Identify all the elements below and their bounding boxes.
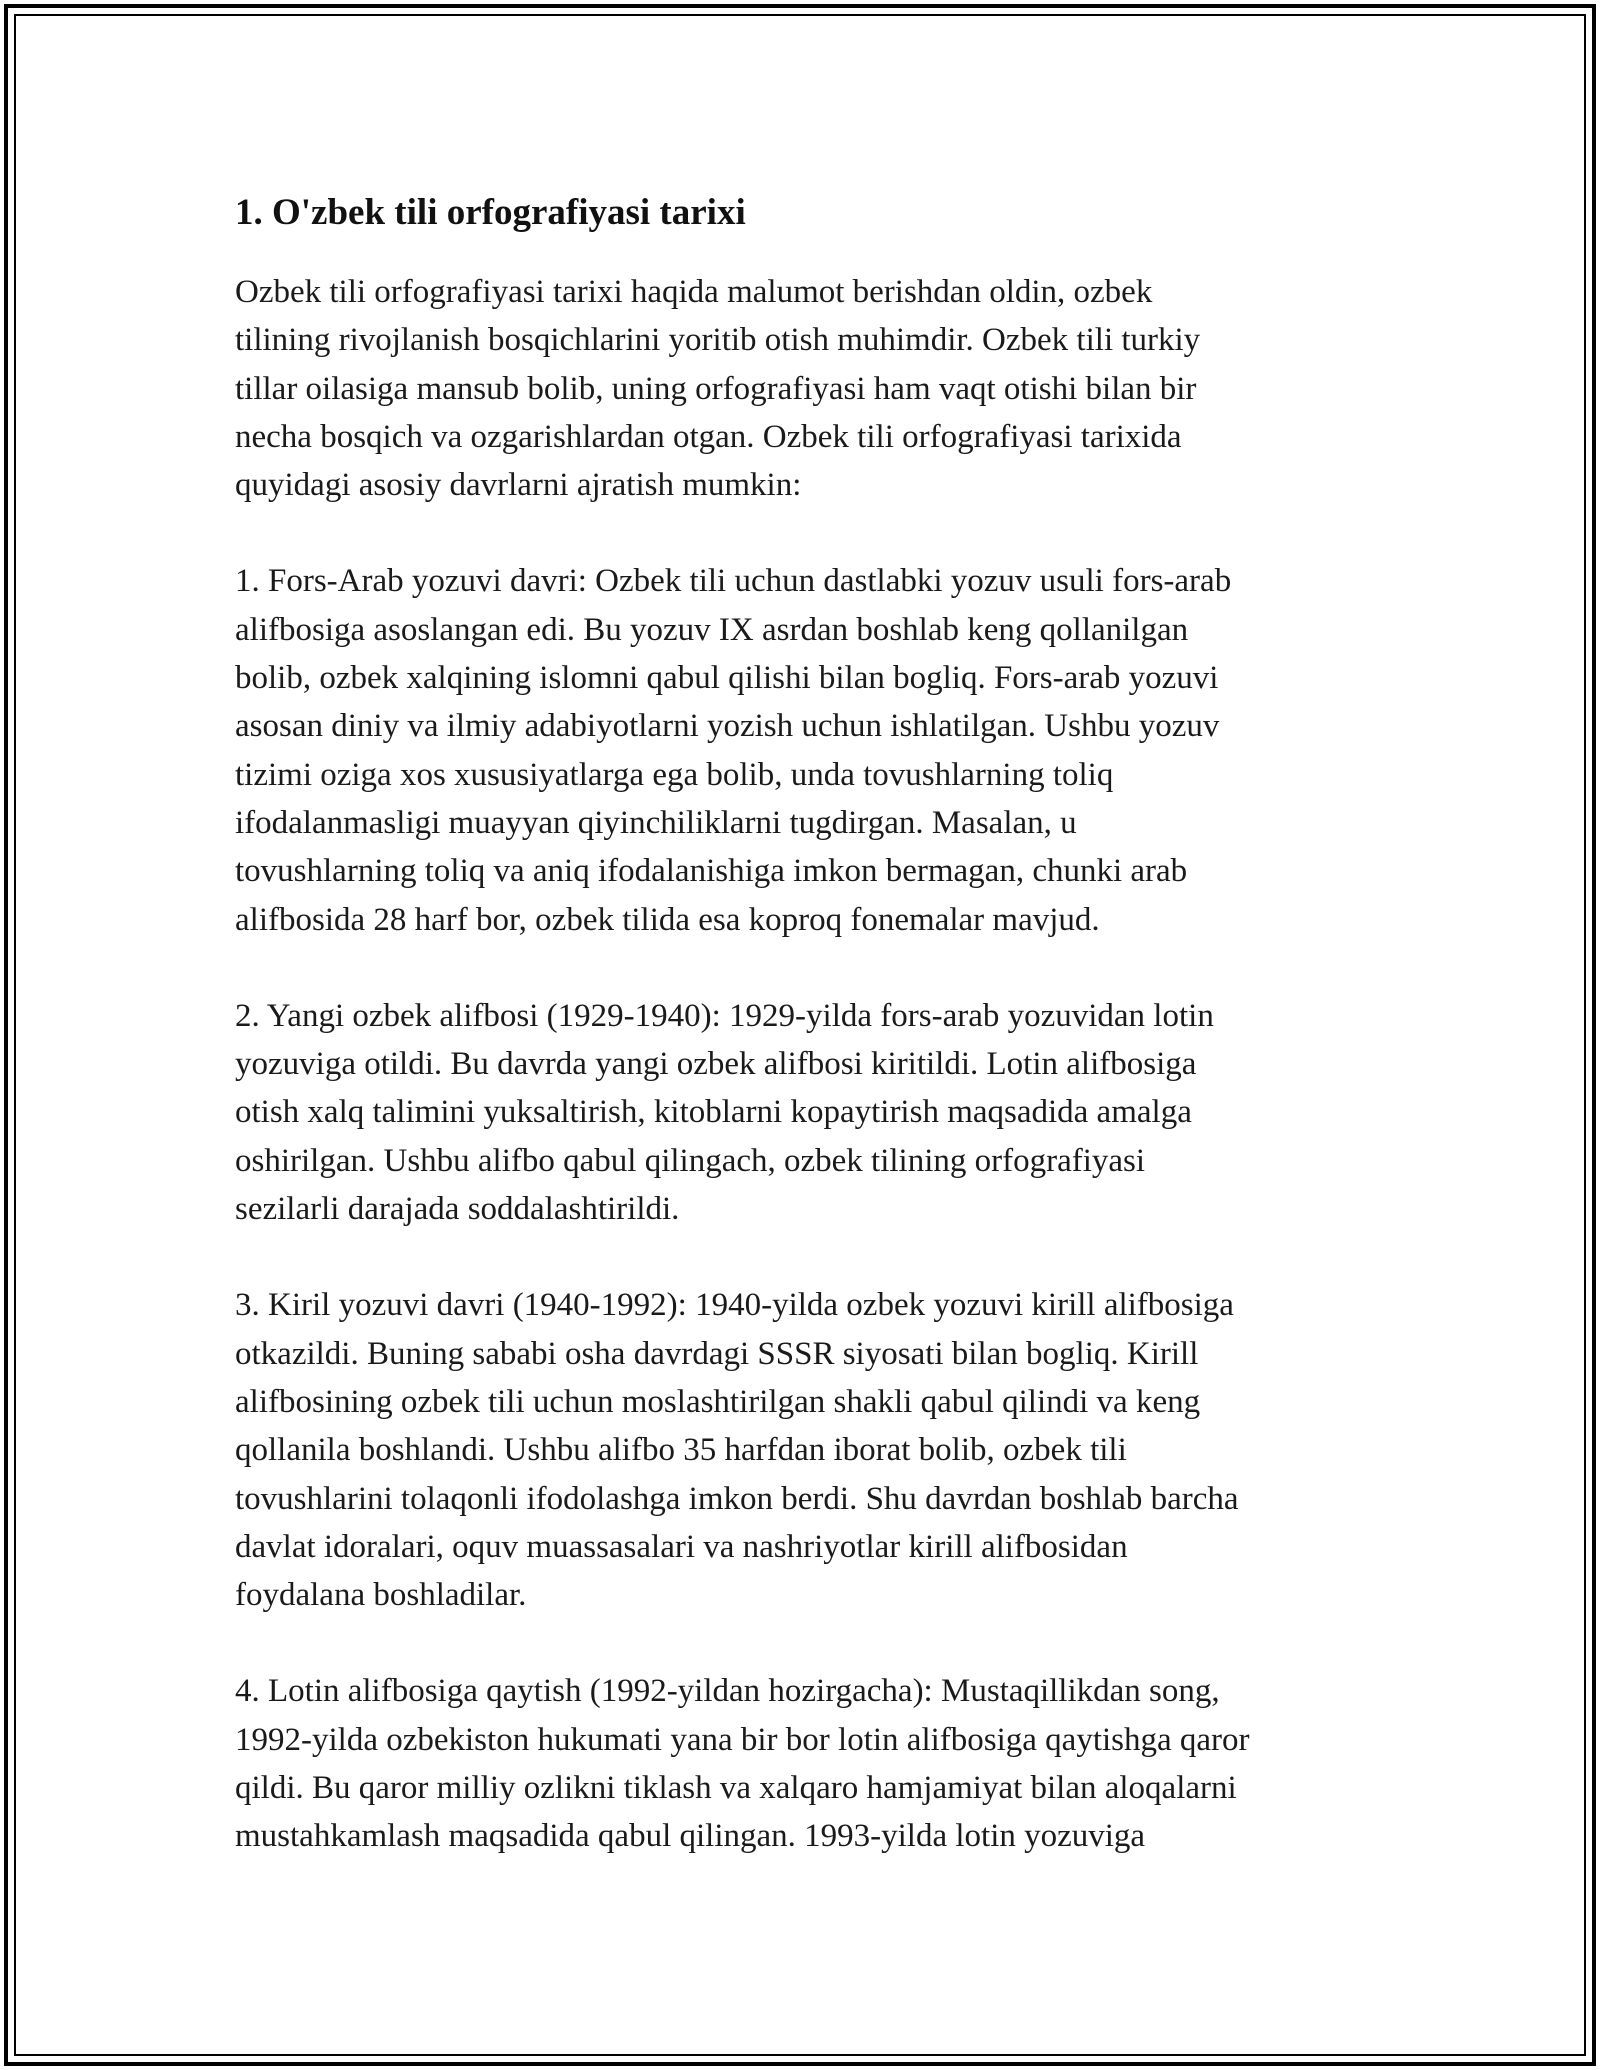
text-line: ifodalanmasligi muayyan qiyinchiliklarni tugdirgan. Masalan, u [235, 804, 1077, 841]
document-body [235, 186, 1375, 1861]
text-line: tizimi oziga xos xususiyatlarga ega bolib, unda tovushlarning toliq [235, 756, 1114, 793]
text-line: 4. Lotin alifbosiga qaytish (1992-yildan hozirgacha): Mustaqillikdan song, [235, 1673, 1220, 1710]
text-line: davlat idoralari, oquv muassasalari va nashriyotlar kirill alifbosidan [235, 1528, 1128, 1565]
text-line: qildi. Bu qaror milliy ozlikni tiklash va xalqaro hamjamiyat bilan aloqalarni [235, 1770, 1237, 1807]
paragraph-latin-return [235, 1667, 1375, 1860]
text-line: Ozbek tili orfografiyasi tarixi haqida malumot berishdan oldin, ozbek [235, 274, 1153, 310]
text-line: mustahkamlash maqsadida qabul qilingan. 1993-yilda lotin yozuviga [235, 1818, 1146, 1855]
text-line: qollanila boshlandi. Ushbu alifbo 35 harfdan iborat bolib, ozbek tili [235, 1432, 1127, 1469]
text-line: oshirilgan. Ushbu alifbo qabul qilingach, ozbek tilining orfografiyasi [235, 1142, 1146, 1179]
text-line: otish xalq talimini yuksaltirish, kitoblarni kopaytirish maqsadida amalga [235, 1094, 1192, 1131]
text-line: alifbosiga asoslangan edi. Bu yozuv IX asrdan boshlab keng qollanilgan [235, 611, 1189, 648]
text-line: tovushlarning toliq va aniq ifodalanishiga imkon bermagan, chunki arab [235, 853, 1188, 890]
paragraph-intro [235, 268, 1375, 509]
text-line: tillar oilasiga mansub bolib, uning orfografiyasi ham vaqt otishi bilan bir [235, 370, 1197, 407]
text-line: yozuviga otildi. Bu davrda yangi ozbek alifbosi kiritildi. Lotin alifbosiga [235, 1046, 1197, 1083]
paragraph-fors-arab-period [235, 557, 1375, 943]
text-line: 1. Fors-Arab yozuvi davri: Ozbek tili uchun dastlabki yozuv usuli fors-arab [235, 563, 1232, 600]
text-line: foydalana boshladilar. [235, 1577, 527, 1614]
text-line: 1992-yilda ozbekiston hukumati yana bir bor lotin alifbosiga qaytishga qaror [235, 1721, 1250, 1758]
paragraph-new-alphabet [235, 992, 1375, 1233]
text-line: 2. Yangi ozbek alifbosi (1929-1940): 1929-yilda fors-arab yozuvidan lotin [235, 997, 1214, 1034]
paragraph-cyrillic-period [235, 1281, 1375, 1619]
text-line: tovushlarini tolaqonli ifodolashga imkon berdi. Shu davrdan boshlab barcha [235, 1480, 1239, 1517]
text-line: tilining rivojlanish bosqichlarini yoritib otish muhimdir. Ozbek tili turkiy [235, 322, 1201, 359]
text-line: alifbosining ozbek tili uchun moslashtirilgan shakli qabul qilindi va keng [235, 1383, 1201, 1420]
text-line: bolib, ozbek xalqining islomni qabul qilishi bilan bogliq. Fors-arab yozuvi [235, 660, 1219, 697]
text-line: quyidagi asosiy davrlarni ajratish mumkin: [235, 467, 802, 504]
text-line: asosan diniy va ilmiy adabiyotlarni yozish uchun ishlatilgan. Ushbu yozuv [235, 708, 1220, 745]
text-line: sezilarli darajada soddalashtirildi. [235, 1191, 680, 1228]
page-title: 1. O'zbek tili orfografiyasi tarixi [235, 192, 746, 233]
text-line: 3. Kiril yozuvi davri (1940-1992): 1940-yilda ozbek yozuvi kirill alifbosiga [235, 1287, 1234, 1324]
text-line: necha bosqich va ozgarishlardan otgan. Ozbek tili orfografiyasi tarixida [235, 418, 1182, 455]
text-line: alifbosida 28 harf bor, ozbek tilida esa koproq fonemalar mavjud. [235, 901, 1100, 938]
text-line: otkazildi. Buning sababi osha davrdagi SSSR siyosati bilan bogliq. Kirill [235, 1335, 1199, 1372]
